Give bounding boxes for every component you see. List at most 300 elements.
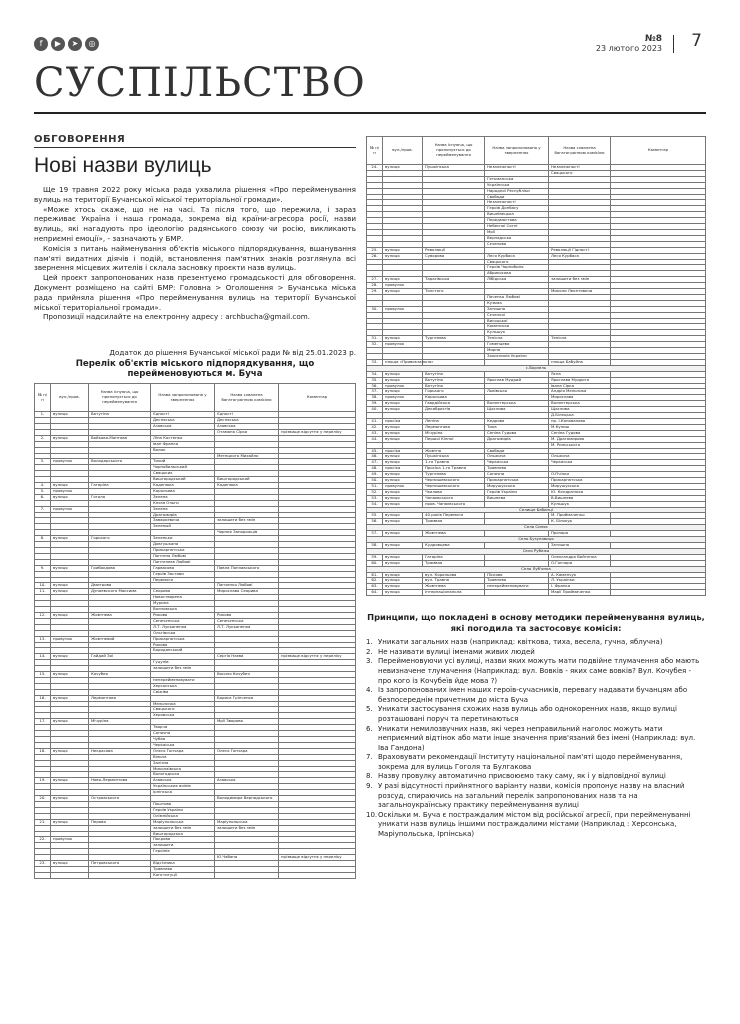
table-cell: М. Рильського [549,442,611,448]
table-cell: 44. [367,436,383,442]
group-cell: Село Синяк [367,525,706,531]
table-cell: Ольжича [549,454,611,460]
table-cell: пров. Чапаєвського [423,501,485,507]
paragraph: «Може хтось скаже, що не на часі. Та після того, що пережила, і зараз переживає Україна і наша громада, зокрема від країни-агресора росії, назви вулиць, які нагадують про ідеологію радянського союзу чи росію, викликають неприємні емоції», - зазначають у БМР. [34,204,356,243]
table-cell: Кульшук [549,501,611,507]
table-cell: вулиця [383,371,423,377]
table-cell: Затишна [549,543,611,549]
table-cell: 19. [35,778,51,784]
table-cell: вулиця [383,543,423,549]
principle-number: 8. [366,772,373,781]
table-cell: 51. [367,483,383,489]
table-cell: Леся Курбаса [485,253,549,259]
table-cell: 36. [367,383,383,389]
table-cell: Жовтня [423,448,485,454]
table-cell: 8. [35,536,51,542]
table-cell: провулок [51,459,89,465]
youtube-icon[interactable]: ▶ [51,37,65,51]
table-cell: Жовтнева [423,531,485,537]
table-cell: Островського [89,796,151,802]
principle-text: Уникати загальних назв (наприклад: квіткова, тиха, весела, гучна, яблучна) [378,638,663,647]
table-cell: вулиця [383,407,423,413]
table-cell: вулиця [51,583,89,589]
table-cell: Сеорива [151,589,215,595]
table-cell: вулиця [383,165,423,171]
table-cell: 41. [367,418,383,424]
principle-number: 2. [366,647,373,656]
table-cell: 27. [367,277,383,283]
table-cell: залишити без змін [151,825,215,831]
table-cell: Перемоги [151,577,215,583]
principle-item [366,811,706,840]
table-cell: Л.Т. Лукьяненка [215,624,279,630]
principle-text: Назву провулку автоматично присвоюємо таку саму, як і у відповідної вулиці [378,772,666,781]
table-cell: просіка [383,448,423,454]
table-cell: Сенеченська [151,618,215,624]
table-cell: Гагаріна [423,554,485,560]
table-cell: Новостворена [151,595,215,601]
table-cell [485,590,549,596]
left-column [34,134,356,879]
table-cell: неперейменовувати [151,677,215,683]
table-cell: Кедрова [485,418,549,424]
table-row [35,872,356,878]
table-cell: Просіка 1-го Травня [423,466,485,472]
table-cell: Мічуріна [89,719,151,725]
table-cell: Ольгівська [151,630,215,636]
table-cell: Гвардійська [423,401,485,407]
streets-table-left [34,383,356,879]
table-cell: Володарського [89,459,151,465]
table-cell: вулиця [51,435,89,441]
table-cell: Сонячна [485,472,549,478]
table-cell: Заваркевича [151,518,215,524]
table-cell: пр. І.Коновалова [549,418,611,424]
table-cell: Гоменцева [485,342,549,348]
table-cell: Д.Білецька [549,413,611,419]
table-header-row [367,137,706,165]
table-cell: Чернишевського [423,478,485,484]
table-cell: Творча [151,725,215,731]
table-cell: вулиця [383,253,423,259]
table-cell: Народної Республіки [485,188,549,194]
table-cell: прізвище відсутнє у переліку [279,429,356,435]
right-column [366,136,706,840]
table-cell: вулиця [51,695,89,701]
table-cell: 1. [35,412,51,418]
table-cell: Дунаевского Максима [89,589,151,595]
table-cell: Тургенєва [423,336,485,342]
table-cell: 16. [35,695,51,701]
table-cell: вулиця [383,531,423,537]
group-cell: Село Бузуновиця [367,537,706,543]
table-cell: Маріупольська [215,819,279,825]
table-cell: Ярослава Мудрого [549,377,611,383]
table-cell: 50. [367,478,383,484]
table-cell: Кульшук [485,330,549,336]
table-cell: 56. [367,519,383,525]
table-cell: Довгушкана [151,542,215,548]
table-cell: провулок [51,837,89,843]
table-cell: Л.Т. Лукьяненка [151,624,215,630]
table-cell: прізвище відсутнє у переліку [279,654,356,660]
table-cell: Отамана Сірка [215,429,279,435]
instagram-icon[interactable]: ◎ [85,37,99,51]
table-cell: Зелена [151,506,215,512]
table-cell: 17. [35,719,51,725]
table-cell: прізвище відсутнє у переліку [279,855,356,861]
table-cell: Героїнів [151,849,215,855]
table-cell: Рикова [215,612,279,618]
table-cell: вулиця [383,472,423,478]
table-cell: Чорнобильський [151,465,215,471]
table-cell: Сеніна Гудова [485,430,549,436]
table-cell: 62. [367,578,383,584]
table-cell: Гоголя [89,494,151,500]
table-cell: вулиця [383,289,423,295]
table-cell: 2. [35,435,51,441]
table-cell: Поштова [151,801,215,807]
table-row [367,590,706,596]
table-cell: 28. [367,283,383,289]
annex-note: Додаток до рішення Бучанської міської ради № від 25.01.2023 р. [109,348,356,358]
table-cell: К. Білокур [549,519,611,525]
table-cell: Інтернаціональна [423,590,485,596]
group-cell: Село Луб'янка [367,566,706,572]
table-cell: Андрія Мельника [549,389,611,395]
table-cell: Українських воїнів [151,784,215,790]
principle-number: 6. [366,724,373,733]
table-cell: Каменська [485,324,549,330]
table-cell: Тарасівська [423,277,485,283]
table-cell: Трамвая [423,560,485,566]
table-cell: Героїв України [151,807,215,813]
principles-section [366,612,706,839]
table-cell: Бориса Грінченка [215,695,279,701]
table-cell: Свободи [485,448,549,454]
principle-item [366,686,706,705]
table-cell: 12. [35,612,51,618]
table-cell: вул. Травня [423,578,485,584]
table-cell: вулиця [51,748,89,754]
table-cell: Павла Поплавського [215,565,279,571]
table-cell: Дмитрова [89,583,151,589]
table-cell: Херсонська [151,683,215,689]
table-cell: Сонячна [151,731,215,737]
principle-text: Перейменовуючи усі вулиці, назви яких можуть мати подвійне тлумачення або мають невизначене тлумачення (Наприклад: вул. Вовків - яких саме вовків? Вул. Кочубея - про кого із Кочубеїв йде мова ?) [378,657,700,685]
table-body [35,412,356,879]
principle-item [366,638,706,648]
table-cell: вулиця [51,612,89,618]
header-cell: Коментар [279,384,356,412]
table-cell: Мирослава [549,395,611,401]
table-cell: вулиця [383,554,423,560]
table-cell: 7. [35,506,51,512]
table-cell: Метецкого Михайло [215,453,279,459]
table-cell: Гайдай Зої [89,654,151,660]
table-cell: Кочубея [89,672,151,678]
table-cell: Травнева [151,866,215,872]
table-cell: провулок [51,488,89,494]
top-rule [34,112,706,114]
table-cell: Каденюка [215,483,279,489]
table-cell: провулок [383,483,423,489]
table-cell: Вернадська [485,235,549,241]
table-cell: Володимира Вернадського [215,796,279,802]
principle-text: Уникати застосування схожих назв вулиць або однокоренних назв, якщо вулиці розташовані поруч та перетинаються [378,705,677,723]
table-cell: 49. [367,472,383,478]
table-cell: Панченко Любові [215,583,279,589]
table-cell: Зеленый [151,524,215,530]
table-cell: Прикарпатська [485,478,549,484]
table-cell: Толстого [423,289,485,295]
table-cell: Рикова [151,612,215,618]
table-cell: Волонтерська [549,401,611,407]
table-cell: Тиха [485,424,549,430]
table-cell: Жовтневий [89,636,151,642]
table-cell: Гуцулів [151,660,215,666]
page-number: 7 [691,31,702,51]
table-cell: Тенісна [549,336,611,342]
table-cell: Мрії Зворова [215,719,279,725]
table-cell: Зеленьки [151,536,215,542]
header-cell: Назва схвалена багатогранною комісією [215,384,279,412]
article-body [34,185,356,322]
table-cell: вулиця [383,454,423,460]
table-cell: 61. [367,572,383,578]
table-cell: Горького [423,389,485,395]
header-cell: Назва існуюча, що пропонується до перейменування [423,137,485,165]
table-cell: Волик [151,447,215,453]
table-cell: Вишнівецька [485,212,549,218]
table-cell: Прикарпатська [151,636,215,642]
table-cell: 63. [367,584,383,590]
table-cell: Ярослав Мудрий [485,377,549,383]
table-cell: Мирослава Сеорива [215,589,279,595]
table-cell: Леся Курбаса [549,253,611,259]
table-cell: Небесної Сотні [485,224,549,230]
table-cell: 26. [367,253,383,259]
table-cell: залишити [151,843,215,849]
table-cell: Героїв Донбасу [485,206,549,212]
table-cell: Вільна [151,754,215,760]
table-cell: 3. [35,459,51,465]
table-cell: Пантеня Любові [151,553,215,559]
table-cell: 47. [367,460,383,466]
section-title: СУСПІЛЬСТВО [34,60,366,106]
table-cell: Рикова [151,642,215,648]
principle-number: 4. [366,686,373,695]
table-cell: 39. [367,401,383,407]
principle-number: 3. [366,657,373,666]
table-cell: Ю.Чабана [215,855,279,861]
table-cell: Гарвасова [151,565,215,571]
table-cell: Войкова-Мантова [89,435,151,441]
table-cell: вулиця [383,401,423,407]
table-cell: вулиця [383,478,423,484]
table-cell: Вишнева [485,495,549,501]
table-cell: вулиця [51,672,89,678]
table-cell [89,872,151,878]
table-cell: провулок [383,342,423,348]
table-cell: Героїв України [485,489,549,495]
table-cell: Кузьма [485,300,549,306]
table-cell: Грибоєдова [89,565,151,571]
table-cell: Гагаріна [89,483,151,489]
principle-item [366,725,706,754]
table-cell: вулиця [383,590,423,596]
table-cell: Вишгородська [151,831,215,837]
table-cell: Прозора [549,531,611,537]
table-cell: 25. [367,247,383,253]
table-cell: Івана Сірка [549,383,611,389]
table-cell: провулок [383,306,423,312]
principle-text: Із запропонованих імен наших героїв-сучасників, перевагу надавати бучанцям або безпосереднім причетним до міста Буча [378,686,688,704]
social-icons [34,37,99,51]
table-cell: Десняська [151,418,215,424]
table-cell: 57. [367,531,383,537]
issue-number: №8 [644,34,662,44]
table-cell: вулиця [383,336,423,342]
principle-item [366,705,706,724]
table-cell: вулиця [383,513,423,519]
table-cell: 22. [35,837,51,843]
table-cell: провулок [51,636,89,642]
table-cell: О.Гончара [549,560,611,566]
table-cell: 15. [35,672,51,678]
table-cell: 35. [367,377,383,383]
table-cell: провулок [383,395,423,401]
table-cell: Свяцького [485,259,549,265]
table-cell: Героїв Застави [151,571,215,577]
principle-number: 9. [366,782,373,791]
table-cell: 40. [367,407,383,413]
table-cell: Свіжіва [151,689,215,695]
table-cell: Миколи Леонтовича [549,289,611,295]
table-header-row [35,384,356,412]
principle-item [366,648,706,658]
table-cell: вулиця [383,519,423,525]
table-cell: Залізна [151,760,215,766]
table-cell: Ватутіна [423,371,485,377]
table-cell: Свободи [485,194,549,200]
table-cell: 55. [367,513,383,519]
table-cell: Чернишевського [423,483,485,489]
table-cell: 4. [35,483,51,489]
table-cell: Марії Приймаченко [549,590,611,596]
table-cell: Висоцької [485,318,549,324]
table-cell: вулиця [383,247,423,253]
table-cell: 54. [367,501,383,507]
table-cell: вулиця [383,424,423,430]
table-body [367,165,706,596]
table-cell: Мрії [485,229,549,235]
table-cell: Пушкінська [423,165,485,171]
table-cell: 33. [367,359,383,365]
table-cell: 9. [35,565,51,571]
table-cell: 11. [35,589,51,595]
table-cell: 21. [35,819,51,825]
table-cell: вулиця [51,819,89,825]
header-cell: вул./пров. [51,384,89,412]
table-cell: вулиця [383,584,423,590]
table-cell: Чкалова [423,489,485,495]
table-cell: 38. [367,395,383,401]
principle-item [366,657,706,686]
table-cell: Жовтнева [423,584,485,590]
table-cell: Піскова [485,572,549,578]
table-cell: 10. [35,583,51,589]
table-cell: Корольова [423,395,485,401]
table-cell: Л. Українки [549,578,611,584]
table-cell: Азовська [151,778,215,784]
table-cell: Сєченова [485,241,549,247]
header-cell: Назва запропонована у зверненнях [485,137,549,165]
table-cell: Сенеченська [215,618,279,624]
table-cell: Лермонтова [423,424,485,430]
table-cell: 1-го Травня [423,460,485,466]
table-cell: 37. [367,389,383,395]
paragraph: Пропозиції надсилайте на електронну адресу : archbucha@gmail.com. [43,312,310,322]
table-cell: Чапаєвського [423,495,485,501]
table-cell: вулиця [51,778,89,784]
facebook-icon[interactable]: f [34,37,48,51]
table-cell: Українська [485,182,549,188]
table-cell: Паченко Любові [485,294,549,300]
streets-table-right [366,136,706,596]
principle-number: 10. [366,810,378,819]
table-cell: 24. [367,165,383,171]
table-cell: 32. [367,342,383,348]
table-cell: Черкаська [485,460,549,466]
table-cell: вулиця [51,654,89,660]
principle-text: Оскільки м. Буча є постраждалим містом від російської агресії, при перейменуванні уникати назв вулиць іншими постраждалими містами (Наприклад : Херсонська, Маріупольська, Ірпінська) [378,810,691,839]
table-cell: Перова [89,819,151,825]
table-cell: вулиця [51,796,89,802]
table-cell: Суворова [423,253,485,259]
table-cell: Вологодська [151,772,215,778]
table-cell: вулиця [383,560,423,566]
table-cell: М. Приймаченко [549,513,611,519]
table-cell: Мельничка [151,701,215,707]
table-cell: Прикарпатська [549,478,611,484]
table-cell: площа Бабуйпа [549,359,611,365]
principle-item [366,772,706,782]
table-cell: вулиця [383,501,423,507]
table-cell: 14. [35,654,51,660]
table-cell: 30. [367,306,383,312]
table-cell: 20. [35,796,51,802]
table-cell: 53. [367,495,383,501]
table-cell: Ольжича [485,454,549,460]
table-cell: вулиця [51,565,89,571]
table-cell: вулиця [383,489,423,495]
principles-list [366,638,706,839]
table-cell: залишити без змін [151,666,215,672]
table-cell: Героїв Чорнобиля [485,265,549,271]
table-cell: Іван Франко [151,441,215,447]
table-cell: вулиця [51,412,89,418]
table-cell: Незалежності [485,165,549,171]
table-cell: 48. [367,466,383,472]
table-cell: вулиця [51,861,89,867]
telegram-icon[interactable]: ➤ [68,37,82,51]
table-cell: залишити без змін [549,277,611,283]
table-cell: Херовська [151,713,215,719]
paragraph: Цей проєкт запропонованих назв презентуємо громадськості для обговорення. Документ розміщено на сайті БМР: Головна > Оголошення > Бучанська міська рада прийняла рішення «Про перейменування вулиць на території Бучанської міської територіальної громади». [34,273,356,312]
table-cell: Львівська [485,389,549,395]
table-cell: Свяцького [549,170,611,176]
